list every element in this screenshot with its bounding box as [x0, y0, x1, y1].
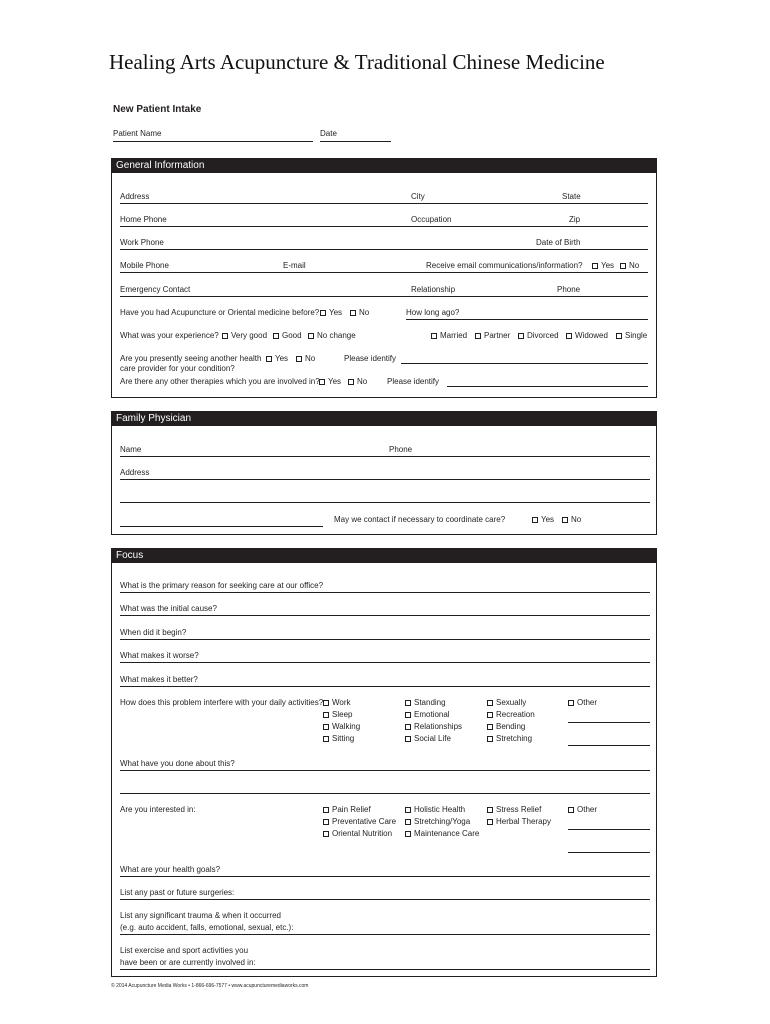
primary-reason-label: What is the primary reason for seeking care at our office? [120, 581, 324, 590]
activity-social-life[interactable]: Social Life [405, 735, 451, 743]
trauma-label-2: (e.g. auto accident, falls, emotional, sexual, etc.): [120, 923, 294, 932]
mobile-phone-label: Mobile Phone [120, 261, 169, 270]
interest-maintenance-care[interactable]: Maintenance Care [405, 830, 479, 838]
checkbox-icon[interactable] [323, 736, 329, 742]
surgeries-label: List any past or future surgeries: [120, 888, 235, 897]
date-label: Date [320, 129, 337, 138]
checkbox-icon[interactable] [475, 333, 481, 339]
date-field[interactable] [320, 141, 391, 142]
status-widowed[interactable]: Widowed [566, 332, 608, 340]
checkbox-icon[interactable] [308, 333, 314, 339]
activity-relationships[interactable]: Relationships [405, 723, 462, 731]
checkbox-icon[interactable] [350, 310, 356, 316]
emergency-contact-label: Emergency Contact [120, 285, 191, 294]
therapies-no[interactable]: No [348, 378, 367, 386]
activity-sexually[interactable]: Sexually [487, 699, 526, 707]
physician-address-field-2[interactable] [120, 502, 650, 503]
initial-cause-field[interactable] [120, 615, 650, 616]
checkbox-icon[interactable] [566, 333, 572, 339]
when-begin-label: When did it begin? [120, 628, 187, 637]
activity-other-field-2[interactable] [568, 745, 650, 746]
checkbox-icon[interactable] [532, 517, 538, 523]
interest-other-field-1[interactable] [568, 829, 650, 830]
interest-stress-relief[interactable]: Stress Relief [487, 806, 541, 814]
home-phone-label: Home Phone [120, 215, 167, 224]
checkbox-icon[interactable] [487, 736, 493, 742]
primary-reason-field[interactable] [120, 592, 650, 593]
seeing-identify-field[interactable] [401, 363, 648, 364]
interest-pain-relief[interactable]: Pain Relief [323, 806, 371, 814]
seeing-provider-label-1: Are you presently seeing another health [120, 354, 262, 363]
checkbox-icon[interactable] [487, 700, 493, 706]
done-about-field-2[interactable] [120, 793, 650, 794]
receive-email-no[interactable]: No [620, 262, 639, 270]
interest-other[interactable]: Other [568, 806, 597, 814]
checkbox-icon[interactable] [487, 819, 493, 825]
mobile-phone-field[interactable] [120, 272, 648, 273]
address-label: Address [120, 192, 150, 201]
better-label: What makes it better? [120, 675, 198, 684]
therapies-yes[interactable]: Yes [319, 378, 341, 386]
activity-recreation[interactable]: Recreation [487, 711, 535, 719]
checkbox-icon[interactable] [319, 379, 325, 385]
occupation-label: Occupation [411, 215, 452, 224]
checkbox-icon[interactable] [487, 712, 493, 718]
interest-herbal-therapy[interactable]: Herbal Therapy [487, 818, 551, 826]
checkbox-icon[interactable] [568, 700, 574, 706]
done-about-field-1[interactable] [120, 770, 650, 771]
checkbox-icon[interactable] [405, 700, 411, 706]
checkbox-icon[interactable] [320, 310, 326, 316]
checkbox-icon[interactable] [616, 333, 622, 339]
physician-phone-label: Phone [389, 445, 413, 454]
receive-email-yes[interactable]: Yes [592, 262, 614, 270]
patient-name-field[interactable] [113, 141, 313, 142]
trauma-label-1: List any significant trauma & when it occurred [120, 911, 281, 920]
checkbox-icon[interactable] [518, 333, 524, 339]
interest-oriental-nutrition[interactable]: Oriental Nutrition [323, 830, 392, 838]
other-therapies-label: Are there any other therapies which you are involved in? [120, 377, 320, 386]
had-acu-no[interactable]: No [350, 309, 369, 317]
worse-label: What makes it worse? [120, 651, 199, 660]
how-long-label: How long ago? [406, 308, 460, 317]
intake-heading: New Patient Intake [113, 104, 202, 115]
physician-name-field[interactable] [120, 456, 650, 457]
activity-sleep[interactable]: Sleep [323, 711, 352, 719]
interest-other-field-2[interactable] [568, 852, 650, 853]
had-acu-yes[interactable]: Yes [320, 309, 342, 317]
dob-label: Date of Birth [536, 238, 581, 247]
focus-header: Focus [111, 548, 657, 563]
seeing-provider-label-2: care provider for your condition? [120, 364, 235, 373]
when-begin-field[interactable] [120, 639, 650, 640]
checkbox-icon[interactable] [296, 356, 302, 362]
receive-email-label: Receive email communications/information? [426, 261, 583, 270]
footer-copyright: © 2014 Acupuncture Media Works • 1-866-696-7577 • www.acupuncturemediaworks.com [111, 983, 309, 989]
activity-emotional[interactable]: Emotional [405, 711, 450, 719]
activity-other[interactable]: Other [568, 699, 597, 707]
checkbox-icon[interactable] [431, 333, 437, 339]
email-label: E-mail [283, 261, 306, 270]
exp-very-good[interactable]: Very good [222, 332, 267, 340]
experience-label: What was your experience? [120, 331, 219, 340]
checkbox-icon[interactable] [405, 807, 411, 813]
activity-work[interactable]: Work [323, 699, 351, 707]
interest-preventative-care[interactable]: Preventative Care [323, 818, 396, 826]
checkbox-icon[interactable] [323, 724, 329, 730]
checkbox-icon[interactable] [266, 356, 272, 362]
therapies-identify-label: Please identify [387, 377, 440, 386]
interest-stretching-yoga[interactable]: Stretching/Yoga [405, 818, 470, 826]
health-goals-label: What are your health goals? [120, 865, 221, 874]
done-about-label: What have you done about this? [120, 759, 235, 768]
checkbox-icon[interactable] [323, 700, 329, 706]
physician-name-label: Name [120, 445, 142, 454]
work-phone-label: Work Phone [120, 238, 164, 247]
emergency-contact-field[interactable] [120, 296, 648, 297]
worse-field[interactable] [120, 662, 650, 663]
checkbox-icon[interactable] [568, 807, 574, 813]
status-divorced[interactable]: Divorced [518, 332, 559, 340]
general-info-header: General Information [111, 158, 657, 173]
physician-address-field-3[interactable] [120, 526, 323, 527]
exp-good[interactable]: Good [273, 332, 302, 340]
seeing-no[interactable]: No [296, 355, 315, 363]
checkbox-icon[interactable] [323, 807, 329, 813]
checkbox-icon[interactable] [348, 379, 354, 385]
activity-stretching[interactable]: Stretching [487, 735, 532, 743]
physician-address-field-1[interactable] [120, 479, 650, 480]
surgeries-field[interactable] [120, 899, 650, 900]
home-phone-field[interactable] [120, 226, 648, 227]
initial-cause-label: What was the initial cause? [120, 604, 217, 613]
city-label: City [411, 192, 425, 201]
exercise-label-2: have been or are currently involved in: [120, 958, 256, 967]
seeing-yes[interactable]: Yes [266, 355, 288, 363]
checkbox-icon[interactable] [323, 712, 329, 718]
checkbox-icon[interactable] [487, 807, 493, 813]
checkbox-icon[interactable] [562, 517, 568, 523]
contact-consent-label: May we contact if necessary to coordinate care? [334, 515, 506, 524]
patient-name-label: Patient Name [113, 129, 162, 138]
address-field[interactable] [120, 203, 648, 204]
checkbox-icon[interactable] [323, 831, 329, 837]
interest-holistic-health[interactable]: Holistic Health [405, 806, 465, 814]
status-partner[interactable]: Partner [475, 332, 510, 340]
better-field[interactable] [120, 686, 650, 687]
activity-bending[interactable]: Bending [487, 723, 525, 731]
contact-no[interactable]: No [562, 516, 581, 524]
state-label: State [562, 192, 581, 201]
activity-standing[interactable]: Standing [405, 699, 446, 707]
page-title: Healing Arts Acupuncture & Traditional Chinese Medicine [109, 50, 605, 74]
exercise-label-1: List exercise and sport activities you [120, 946, 249, 955]
checkbox-icon[interactable] [405, 819, 411, 825]
checkbox-icon[interactable] [405, 736, 411, 742]
activity-other-field-1[interactable] [568, 722, 650, 723]
checkbox-icon[interactable] [405, 831, 411, 837]
checkbox-icon[interactable] [405, 712, 411, 718]
checkbox-icon[interactable] [487, 724, 493, 730]
activity-walking[interactable]: Walking [323, 723, 360, 731]
family-physician-header: Family Physician [111, 411, 657, 426]
checkbox-icon[interactable] [222, 333, 228, 339]
interested-label: Are you interested in: [120, 805, 196, 814]
exp-no-change[interactable]: No change [308, 332, 356, 340]
status-single[interactable]: Single [616, 332, 647, 340]
physician-address-label: Address [120, 468, 150, 477]
interfere-label: How does this problem interfere with your daily activities? [120, 698, 324, 707]
checkbox-icon[interactable] [323, 819, 329, 825]
emergency-phone-label: Phone [557, 285, 581, 294]
had-acupuncture-label: Have you had Acupuncture or Oriental medicine before? [120, 308, 320, 317]
checkbox-icon[interactable] [273, 333, 279, 339]
health-goals-field[interactable] [120, 876, 650, 877]
therapies-identify-field[interactable] [447, 386, 648, 387]
relationship-label: Relationship [411, 285, 456, 294]
status-married[interactable]: Married [431, 332, 467, 340]
contact-yes[interactable]: Yes [532, 516, 554, 524]
checkbox-icon[interactable] [620, 263, 626, 269]
exercise-field[interactable] [120, 969, 650, 970]
trauma-field[interactable] [120, 934, 650, 935]
zip-label: Zip [569, 215, 581, 224]
work-phone-field[interactable] [120, 249, 648, 250]
checkbox-icon[interactable] [592, 263, 598, 269]
checkbox-icon[interactable] [405, 724, 411, 730]
seeing-identify-label: Please identify [344, 354, 397, 363]
activity-sitting[interactable]: Sitting [323, 735, 354, 743]
how-long-field[interactable] [406, 319, 648, 320]
